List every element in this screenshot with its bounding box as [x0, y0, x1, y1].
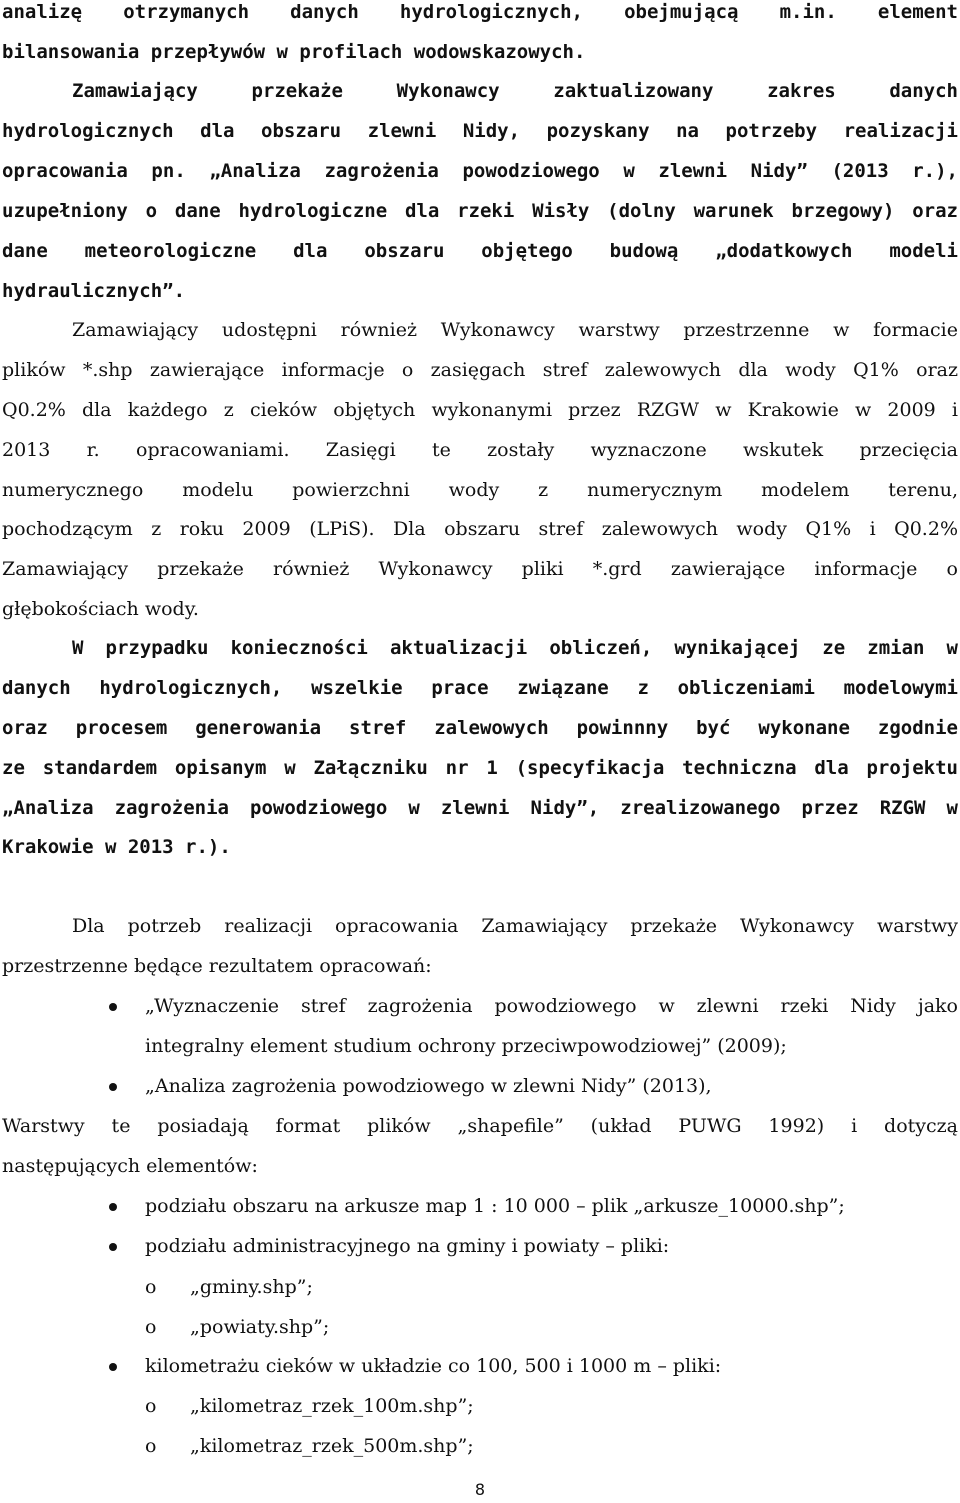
text-line: następujących elementów: — [2, 1155, 258, 1177]
text-line: bilansowania przepływów w profilach wodowskazowych. — [2, 41, 586, 63]
text-line: Dla potrzeb realizacji opracowania Zamawiający przekaże Wykonawcy warstwy — [72, 915, 958, 937]
sub-list-item: „kilometraz_rzek_500m.shp”; — [190, 1435, 474, 1457]
text-line: dane meteorologiczne dla obszaru objętego budową „dodatkowych modeli — [2, 240, 958, 262]
text-line: uzupełniony o dane hydrologiczne dla rzeki Wisły (dolny warunek brzegowy) oraz — [2, 200, 958, 222]
text-line: Warstwy te posiadają format plików „shapefile” (układ PUWG 1992) i dotyczą — [2, 1115, 958, 1137]
sub-bullet-marker: o — [145, 1316, 157, 1338]
text-line: hydraulicznych”. — [2, 280, 186, 302]
text-line: „Analiza zagrożenia powodziowego w zlewni Nidy”, zrealizowanego przez RZGW w — [2, 797, 958, 819]
list-item: „Analiza zagrożenia powodziowego w zlewni Nidy” (2013), — [145, 1075, 712, 1097]
list-item: integralny element studium ochrony przeciwpowodziowej” (2009); — [145, 1035, 787, 1057]
bullet-icon — [109, 1363, 117, 1371]
sub-list-item: „kilometraz_rzek_100m.shp”; — [190, 1395, 474, 1417]
text-line: analizę otrzymanych danych hydrologicznych, obejmującą m.in. element — [2, 1, 958, 23]
text-line: 2013 r. opracowaniami. Zasięgi te zostały wyznaczone wskutek przecięcia — [2, 439, 958, 461]
text-line: pochodzącym z roku 2009 (LPiS). Dla obszaru stref zalewowych wody Q1% i Q0.2% — [2, 518, 958, 540]
text-line: W przypadku konieczności aktualizacji obliczeń, wynikającej ze zmian w — [72, 637, 958, 659]
text-line: numerycznego modelu powierzchni wody z numerycznym modelem terenu, — [2, 479, 958, 501]
text-line: Zamawiający przekaże również Wykonawcy pliki *.grd zawierające informacje o — [2, 558, 958, 580]
text-line: Krakowie w 2013 r.). — [2, 836, 231, 858]
text-line: oraz procesem generowania stref zalewowych powinnny być wykonane zgodnie — [2, 717, 958, 739]
text-line: danych hydrologicznych, wszelkie prace związane z obliczeniami modelowymi — [2, 677, 958, 699]
list-item: podziału administracyjnego na gminy i powiaty – pliki: — [145, 1235, 670, 1257]
list-item: kilometrażu cieków w układzie co 100, 500 i 1000 m – pliki: — [145, 1355, 722, 1377]
text-line: Zamawiający przekaże Wykonawcy zaktualizowany zakres danych — [72, 80, 958, 102]
text-line: głębokościach wody. — [2, 598, 199, 620]
text-line: przestrzenne będące rezultatem opracowań: — [2, 955, 432, 977]
sub-list-item: „gminy.shp”; — [190, 1276, 313, 1298]
text-line: ze standardem opisanym w Załączniku nr 1 (specyfikacja techniczna dla projektu — [2, 757, 958, 779]
text-line: hydrologicznych dla obszaru zlewni Nidy, pozyskany na potrzeby realizacji — [2, 120, 958, 142]
page-number: 8 — [474, 1480, 486, 1499]
sub-bullet-marker: o — [145, 1395, 157, 1417]
list-item: podziału obszaru na arkusze map 1 : 10 000 – plik „arkusze_10000.shp”; — [145, 1195, 845, 1217]
text-line: Q0.2% dla każdego z cieków objętych wykonanymi przez RZGW w Krakowie w 2009 i — [2, 399, 958, 421]
bullet-icon — [109, 1243, 117, 1251]
bullet-icon — [109, 1203, 117, 1211]
bullet-icon — [109, 1083, 117, 1091]
sub-list-item: „powiaty.shp”; — [190, 1316, 330, 1338]
text-line: plików *.shp zawierające informacje o zasięgach stref zalewowych dla wody Q1% oraz — [2, 359, 958, 381]
list-item: „Wyznaczenie stref zagrożenia powodziowego w zlewni rzeki Nidy jako — [145, 995, 958, 1017]
text-line: Zamawiający udostępni również Wykonawcy warstwy przestrzenne w formacie — [72, 319, 958, 341]
bullet-icon — [109, 1003, 117, 1011]
text-line: opracowania pn. „Analiza zagrożenia powodziowego w zlewni Nidy” (2013 r.), — [2, 160, 958, 182]
sub-bullet-marker: o — [145, 1435, 157, 1457]
sub-bullet-marker: o — [145, 1276, 157, 1298]
